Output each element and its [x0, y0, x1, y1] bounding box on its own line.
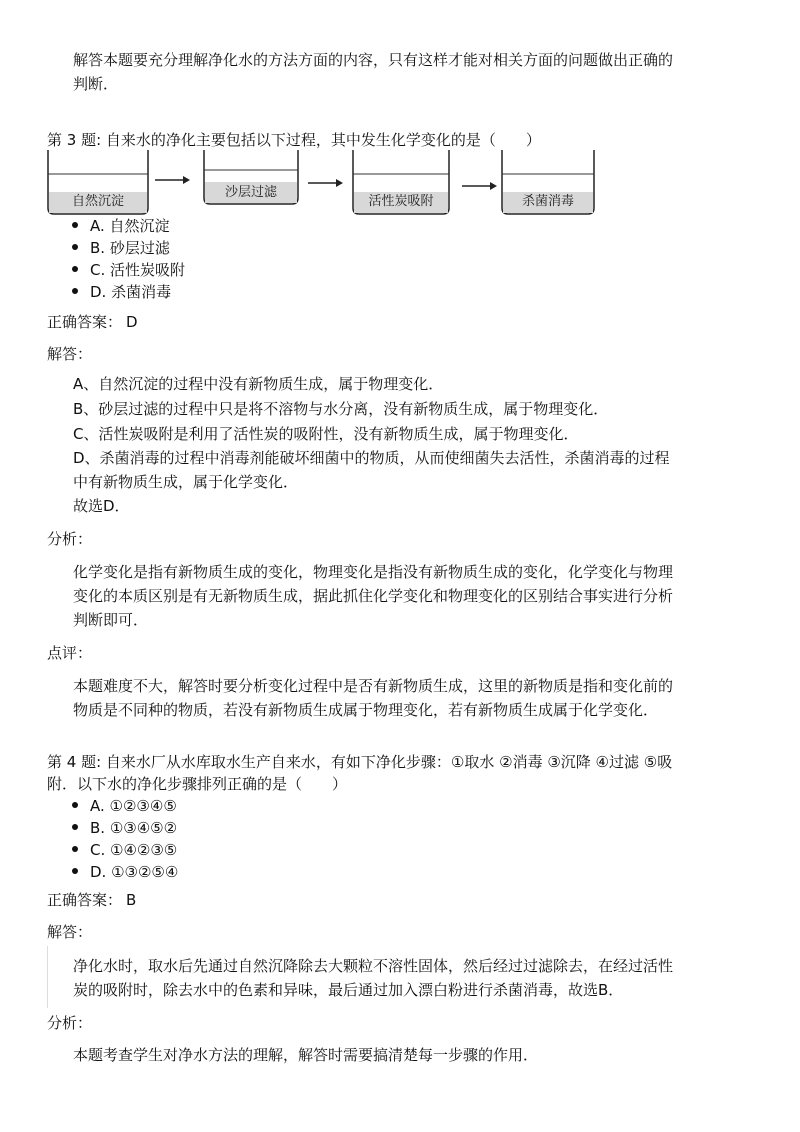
q3-answer-value: D	[126, 313, 138, 331]
q3-analysis-line: 判断即可．	[73, 611, 149, 629]
q3-explain-line: B、砂层过滤的过程中只是将不溶物与水分离，没有新物质生成，属于物理变化．	[73, 400, 609, 418]
q3-comment-label: 点评：	[47, 644, 93, 662]
q4-option-a: A. ①②③④⑤	[72, 795, 177, 817]
q3-analysis-line: 变化的本质区别是有无新物质生成，据此抓住化学变化和物理变化的区别结合事实进行分析	[73, 587, 674, 605]
q3-analysis-label: 分析：	[47, 530, 93, 548]
q4-option-c: C. ①④②③⑤	[72, 839, 177, 861]
arrow-icon	[462, 181, 498, 191]
q4-explain-line: 净化水时，取水后先通过自然沉降除去大颗粒不溶性固体，然后经过过滤除去，在经过活性	[73, 957, 674, 975]
q3-title: 第 3 题: 自来水的净化主要包括以下过程，其中发生化学变化的是（ ）	[47, 131, 541, 149]
q3-explain-line: A、自然沉淀的过程中没有新物质生成，属于物理变化．	[73, 375, 444, 393]
arrow-icon	[308, 178, 344, 188]
q3-option-c: C. 活性炭吸附	[72, 259, 185, 281]
beaker-sedimentation	[46, 148, 150, 216]
q3-explain-line: 中有新物质生成，属于化学变化．	[73, 473, 299, 491]
beaker-label: 自然沉淀	[71, 194, 124, 209]
q3-answer: 正确答案： D	[47, 313, 138, 331]
q4-option-b: B. ①③④⑤②	[72, 817, 177, 839]
bullet-icon	[72, 288, 78, 294]
q3-analysis-line: 化学变化是指有新物质生成的变化，物理变化是指没有新物质生成的变化，化学变化与物理	[73, 563, 674, 581]
beaker-filtration	[202, 148, 300, 216]
q4-answer-value: B	[126, 891, 137, 909]
bullet-icon	[72, 222, 78, 228]
bullet-icon	[72, 824, 78, 830]
q3-explain-line: 故选D．	[73, 497, 130, 515]
beaker-disinfection	[500, 148, 596, 216]
q4-title-line-1: 第 4 题: 自来水厂从水库取水生产自来水，有如下净化步骤：①取水 ②消毒 ③沉降 ④过滤 ⑤吸	[47, 753, 673, 771]
beaker-label: 活性炭吸附	[368, 194, 434, 209]
q4-option-d: D. ①③②⑤④	[72, 861, 178, 883]
arrow-icon	[155, 175, 191, 185]
bullet-icon	[72, 846, 78, 852]
q3-option-a: A. 自然沉淀	[72, 215, 170, 237]
q4-title-line-2: 附．以下水的净化步骤排列正确的是（ ）	[47, 775, 348, 793]
beaker-label: 杀菌消毒	[521, 194, 574, 209]
beaker-icon	[202, 148, 300, 216]
q3-option-b: B. 砂层过滤	[72, 237, 170, 259]
beaker-label: 沙层过滤	[224, 185, 277, 200]
q3-comment-line: 本题难度不大，解答时要分析变化过程中是否有新物质生成，这里的新物质是指和变化前的	[73, 677, 674, 695]
q4-explain-label: 解答：	[47, 923, 93, 941]
explain-border	[47, 946, 48, 1008]
intro-line-2: 判断．	[73, 75, 119, 93]
bullet-icon	[72, 802, 78, 808]
q3-option-d: D. 杀菌消毒	[72, 281, 171, 303]
bullet-icon	[72, 868, 78, 874]
q4-analysis-line: 本题考查学生对净水方法的理解，解答时需要搞清楚每一步骤的作用．	[73, 1046, 539, 1064]
q3-explain-line: D、杀菌消毒的过程中消毒剂能破坏细菌中的物质，从而使细菌失去活性，杀菌消毒的过程	[73, 449, 670, 467]
bullet-icon	[72, 266, 78, 272]
q4-answer: 正确答案： B	[47, 891, 137, 909]
q4-analysis-label: 分析：	[47, 1014, 93, 1032]
q3-explain-label: 解答：	[47, 345, 93, 363]
q3-comment-line: 物质是不同种的物质，若没有新物质生成属于物理变化，若有新物质生成属于化学变化．	[73, 701, 659, 719]
bullet-icon	[72, 244, 78, 250]
q3-explain-line: C、活性炭吸附是利用了活性炭的吸附性，没有新物质生成，属于物理变化．	[73, 425, 579, 443]
q4-explain-line: 炭的吸附时，除去水中的色素和异味，最后通过加入漂白粉进行杀菌消毒，故选B．	[73, 981, 624, 999]
intro-line-1: 解答本题要充分理解净化水的方法方面的内容，只有这样才能对相关方面的问题做出正确的	[73, 51, 674, 69]
beaker-adsorption	[351, 148, 451, 216]
